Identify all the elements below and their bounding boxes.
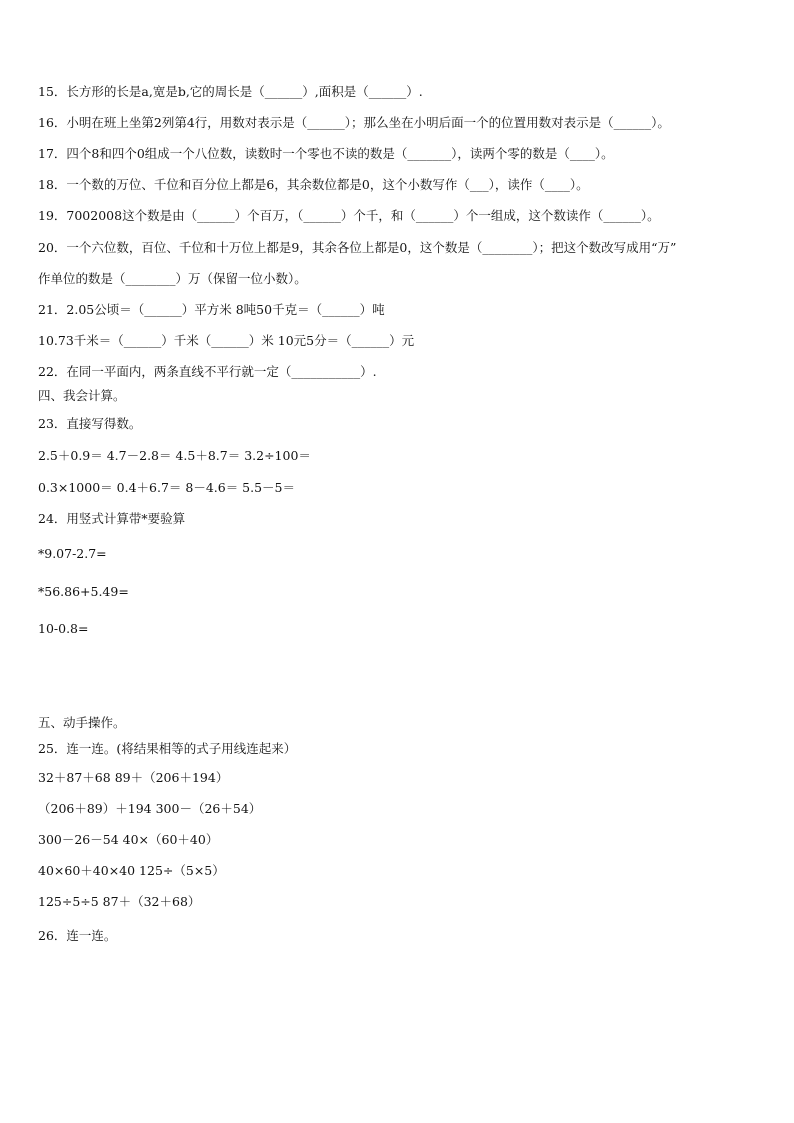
question-23-row-2: 0.3×1000＝ 0.4＋6.7＝ 8－4.6＝ 5.5－5＝	[38, 480, 296, 495]
question-22: 22．在同一平面内，两条直线不平行就一定（___________）.	[38, 364, 377, 379]
question-23-title: 23．直接写得数。	[38, 416, 142, 431]
question-24-item-3: 10-0.8=	[38, 621, 89, 636]
question-20-line-1: 20．一个六位数，百位、千位和十万位上都是9，其余各位上都是0，这个数是（________）；把这个数改写成用“万”	[38, 240, 677, 255]
section-4-title: 四、我会计算。	[38, 388, 126, 403]
question-24-title: 24．用竖式计算带*要验算	[38, 511, 186, 526]
question-24-item-1: *9.07-2.7=	[38, 546, 107, 561]
question-16: 16．小明在班上坐第2列第4行，用数对表示是（______）；那么坐在小明后面一个的位置用数对表示是（______）。	[38, 115, 670, 130]
question-23-row-1: 2.5＋0.9＝ 4.7－2.8＝ 4.5＋8.7＝ 3.2÷100＝	[38, 448, 311, 463]
question-15: 15．长方形的长是a,宽是b,它的周长是（______）,面积是（______）.	[38, 84, 423, 99]
question-25-row-5: 125÷5÷5 87＋（32＋68）	[38, 894, 201, 909]
question-25-row-4: 40×60＋40×40 125÷（5×5）	[38, 863, 225, 878]
question-25-title: 25．连一连。(将结果相等的式子用线连起来）	[38, 741, 297, 756]
question-19: 19．7002008这个数是由（______）个百万，（______）个千，和（______）个一组成，这个数读作（______）。	[38, 208, 660, 223]
question-17: 17．四个8和四个0组成一个八位数，读数时一个零也不读的数是（_______），读两个零的数是（____）。	[38, 146, 614, 161]
question-20-line-2: 作单位的数是（________）万（保留一位小数）。	[38, 271, 307, 286]
section-5-title: 五、动手操作。	[38, 715, 126, 730]
question-21-line-1: 21．2.05公顷＝（______）平方米 8吨50千克＝（______）吨	[38, 302, 385, 317]
question-26-title: 26．连一连。	[38, 928, 117, 943]
question-21-line-2: 10.73千米＝（______）千米（______）米 10元5分＝（______）元	[38, 333, 415, 348]
question-25-row-2: （206＋89）＋194 300－（26＋54）	[38, 801, 262, 816]
question-24-item-2: *56.86+5.49=	[38, 584, 129, 599]
question-25-row-3: 300－26－54 40×（60＋40）	[38, 832, 219, 847]
question-25-row-1: 32＋87＋68 89＋（206＋194）	[38, 770, 229, 785]
question-18: 18．一个数的万位、千位和百分位上都是6，其余数位都是0，这个小数写作（___），读作（____）。	[38, 177, 589, 192]
